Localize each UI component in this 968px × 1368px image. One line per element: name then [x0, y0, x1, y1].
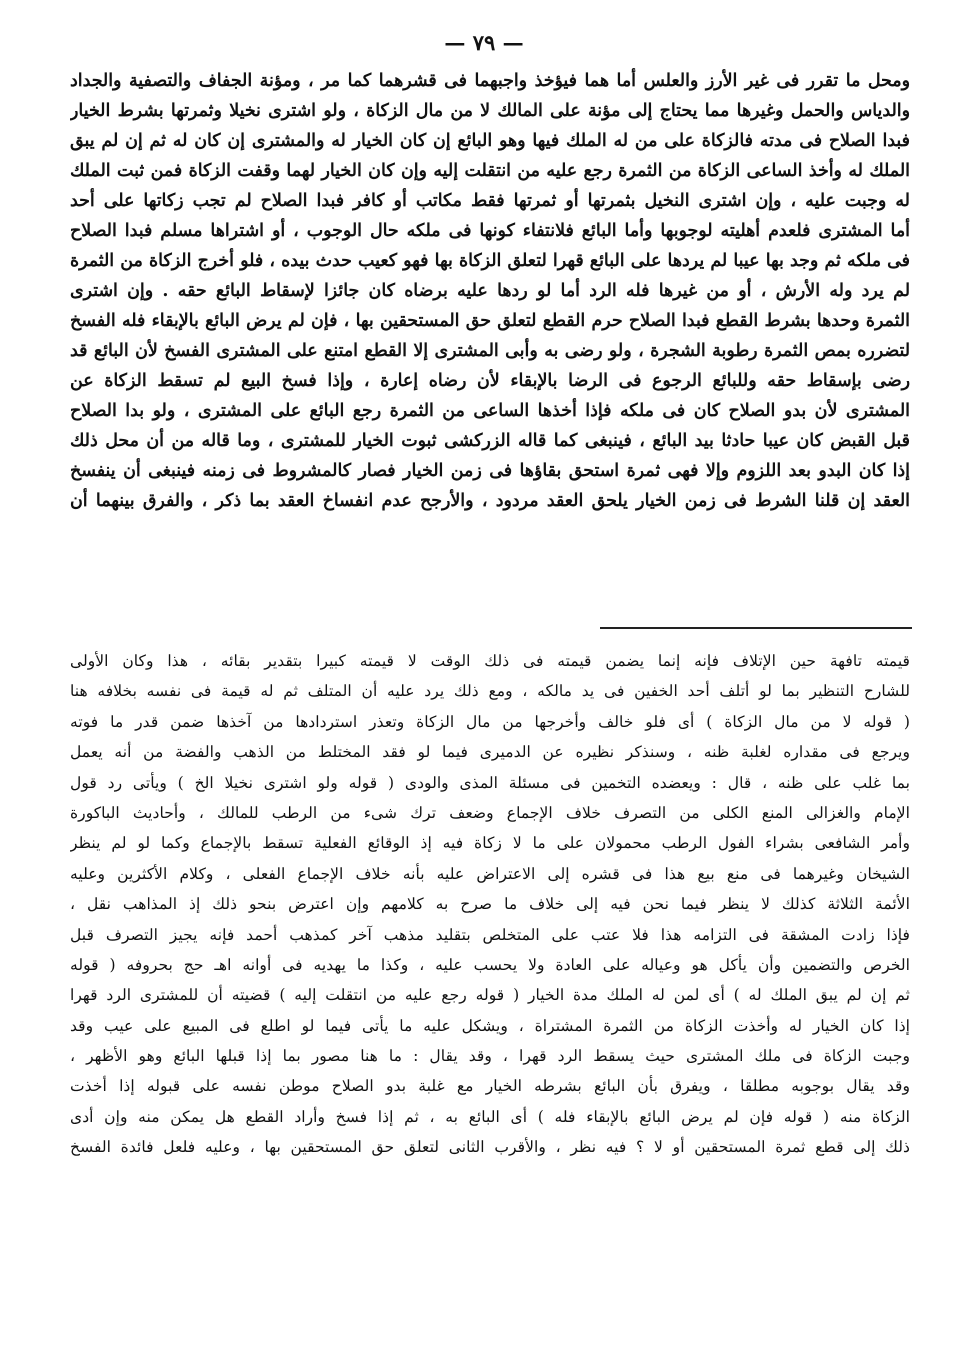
footnote-line: ويرجع فى مقداره لغلبة ظنه ، وسنذكر نظيره عن الدميرى فيما لو فقد المختلط من الذهب والفضة من أنه يعمل — [70, 743, 910, 762]
footnote-line: الشيخان وغيرهما فى منع بيع هذا فى قشره إلى الاعتراض عليه بأنه خلاف الإجماع الفعلى ، وكلام الأكثرين وعليه — [70, 864, 910, 883]
main-text-line: ومحل ما تقرر فى غير الأرز والعلس أما هما فيؤخذ واجبهما فى قشرهما كما مر ، ومؤنة الجفاف والتصفية والجداد — [70, 71, 910, 91]
footnote-line: الزكاة منه ( قوله فإن لم يرض البائع بالإبقاء فله ) أى البائع به ، ثم إذا فسخ وأراد القطع هل يمكن منه وإن أدى — [70, 1107, 910, 1126]
footnote-line: قيمته تافهة حين الإتلاف فإنه إنما يضمن قيمته فى ذلك الوقت لا قيمته كبيرا بتقدير بقائه ، هذا وكان الأولى — [70, 652, 910, 670]
main-text — [70, 66, 910, 516]
main-text-line: العقد إن قلنا الشرط فى زمن الخيار يلحق العقد مردود ، والأرجح عدم انفساخ العقد بما ذكر ، والفرق بينهما أن — [70, 491, 910, 511]
footnote-line: بما غلب على ظنه ، قال : ويعضده التخمين فى مسئلة المذى والودى ( قوله ولو اشترى نخيلا الخ ) ويأتى رد قول — [70, 773, 910, 792]
main-text-line: والدياس والحمل وغيرها مما يحتاج إلى مؤنة على المالك لا من مال الزكاة ، ولو اشترى نخيلا وثمرتها بشرط الخيار — [70, 101, 910, 121]
footnote-divider — [600, 627, 912, 629]
main-text-line: فبدا الصلاح فى مدته فالزكاة على من له الملك فيها وهو البائع إن كان الخيار له والمشترى إن كان له ثم إن لم يبق — [70, 131, 910, 151]
main-text-line: المشترى لأن بدو الصلاح كان فى ملكه فإذا أخذها الساعى من الثمرة رجع البائع على المشترى ، ولو بدا الصلاح — [70, 401, 910, 421]
footnote-line: وأمر الشافعى بشراء الفول الرطب محمولان على ما لا زكاة فيه إذ الوقائع الفعلية تسقط بالإجماع وكما لو لم ينظر — [70, 834, 910, 853]
footnote-line: إذا كان الخيار له وأخذت الزكاة من الثمرة المشتراة ، ويشكل عليه ما يأتى فيما لو اطلع فى المبيع على عيب وقد — [70, 1016, 910, 1035]
page-number: — ٧٩ — — [444, 30, 524, 55]
main-text-line: قبل القبض كان عيبا حادثا بيد البائع ، فينبغى كما قاله الزركشى ثبوت الخيار للمشترى ، وما قاله من أن محل ذلك — [70, 431, 910, 451]
footnote-line: فإذا زادت المشقة فى التزامه هذا فلا عتب على المتخلص بتقليد مذهب آخر كمذهب أحمد فإنه يجيز التصرف قبل — [70, 925, 910, 944]
footnote-line: ذلك إلى قطع ثمرة المستحقين أو لا ؟ فيه نظر ، والأقرب الثانى لتعلق حق المستحقين بها ، وعليه فلعل فائدة الفسخ — [70, 1138, 910, 1157]
footnote-line: الإمام والغزالى المنع الكلى من التصرف خلاف الإجماع وضعف ترك شىء من الرطب للمالك ، وأحاديث الباكورة — [70, 803, 910, 822]
footnote-text — [70, 646, 910, 1163]
main-text-line: لم يرد وله الأرش ، أو من غيرها فله الرد أما لو ردها عليه برضاه كان جائزا لإسقاط البائع حقه . وإن اشترى — [70, 281, 910, 301]
footnote-line: الأئمة الثلاثة كذلك لا ينظر فيما نحن فيه إلى خلاف ما صرح به كلامهم وإن اعترض بنحو ذلك إذ المذاهب نقل ، — [70, 895, 910, 914]
main-text-line: الثمرة وحدها بشرط القطع فبدا الصلاح حرم القطع لتعلق حق المستحقين بها ، فإن لم يرض البائع بالإبقاء فله الفسخ — [70, 311, 910, 331]
main-text-line: فى ملكه ثم وجد بها عيبا لم يردها على البائع قهرا لتعلق الزكاة بها فهو كعيب حدث بيده ، فلو أخرج الزكاة من الثمرة — [70, 251, 910, 271]
footnote-line: للشارح التنظير بما لو أتلف أحد الخفين فى يد مالكه ، ومع ذلك يرد عليه أن المتلف ثم له قيمة فى نفسه بخلافه هنا — [70, 682, 910, 701]
footnote-line: ثم إن لم يبق الملك له ) أى لمن له الملك مدة الخيار ( قوله رجع عليه من انتقلت إليه ) قضيته أن للمشترى الرد قهرا — [70, 986, 910, 1005]
footnote-line: وقد يقال بوجوبه مطلقا ، ويفرق بأن البائع بشرطه الخيار مع غلبة بدو الصلاح موطن نفسه على قبوله إذا أخذت — [70, 1077, 910, 1096]
main-text-line: الملك له وأخذ الساعى الزكاة من الثمرة رجع عليه من انتقلت إليه وإن كان الخيار لهما وقفت الزكاة فمن ثبت الملك — [70, 161, 910, 181]
footnote-line: الخرص والتضمين وأن يأكل هو وعياله على العادة ولا يحسب عليه ، وكذا ما يهديه فى أوانه اهـ حج بحروفه ( قوله — [70, 955, 910, 974]
footnote-line: ( قوله لا من مال الزكاة ) أى فلو خالف وأخرجها من مال الزكاة وتعذر استردادها من آخذها ضمن قدر ما فوته — [70, 712, 910, 731]
main-text-line: إذا كان البدو بعد اللزوم وإلا فهى ثمرة استحق بقاؤها فى زمن الخيار فصار كالمشروط فى زمنه فينبغى أن ينفسخ — [70, 461, 910, 481]
main-text-line: له وجبت عليه ، وإن اشترى النخيل بثمرتها أو ثمرتها فقط مكاتب أو كافر فبدا الصلاح لم تجب زكاتها على أحد — [70, 191, 910, 211]
main-text-line: رضى بإسقاط حقه وللبائع الرجوع فى الرضا بالإبقاء لأن رضاه إعارة ، وإذا فسخ البيع لم تسقط الزكاة عن — [70, 371, 910, 391]
footnote-line: وجبت الزكاة فى ملك المشترى حيث يسقط الرد قهرا ، وقد يقال : ما هنا مصور بما إذا قبلها البائع وهو الأظهر ، — [70, 1047, 910, 1066]
main-text-line: لتضرره بمص الثمرة رطوبة الشجرة ، ولو رضى به وأبى المشترى إلا القطع امتنع على المشترى الفسخ لأن البائع قد — [70, 341, 910, 361]
main-text-line: أما المشترى فلعدم أهليته لوجوبها وأما البائع فلانتفاء كونها فى ملكه حال الوجوب ، أو اشتراها مسلم فبدا الصلاح — [70, 221, 910, 241]
